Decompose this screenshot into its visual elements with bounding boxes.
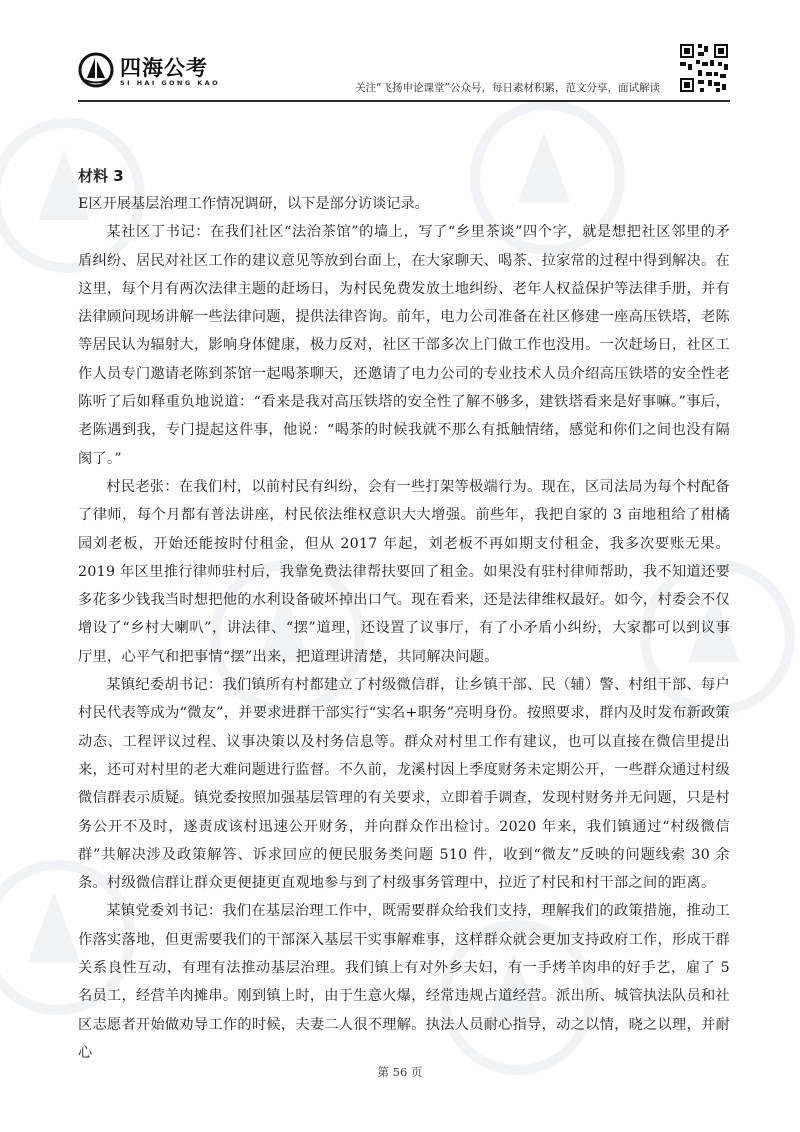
sail-logo-icon (78, 52, 114, 88)
interview-paragraph: 某社区丁书记：在我们社区“法治茶馆”的墙上，写了“乡里茶谈”四个字，就是想把社区邻里的矛盾纠纷、居民对社区工作的建议意见等放到台面上，在大家聊天、喝茶、拉家常的过程中得到解决。在这里，每个月有两次法律主题的赶场日，为村民免费发放土地纠纷、老年人权益保护等法律手册，并有法律顾问现场讲解一些法律问题，提供法律咨询。前年，电力公司准备在社区修建一座高压铁塔，老陈等居民认为辐射大，影响身体健康，极力反对，社区干部多次上门做工作也没用。一次赶场日，社区工作人员专门邀请老陈到茶馆一起喝茶聊天，还邀请了电力公司的专业技术人员介绍高压铁塔的安全性老陈听了后如释重负地说道：“看来是我对高压铁塔的安全性了解不够多，建铁塔看来是好事嘛。”事后，老陈遇到我，专门提起这件事，他说：“喝茶的时候我就不那么有抵触情绪，感觉和你们之间也没有隔阂了。” (78, 224, 730, 467)
interview-paragraph: 村民老张：在我们村，以前村民有纠纷，会有一些打架等极端行为。现在，区司法局为每个村配备了律师，每个月都有普法讲座，村民依法维权意识大大增强。前些年，我把自家的 3 亩地租给了柑橘园刘老板，开始还能按时付租金，但从 2017 年起，刘老板不再如期支付租金，我多次要账无果。2019 年区里推行律师驻村后，我靠免费法律帮扶要回了租金。如果没有驻村律师帮助，我不知道还要多花多少钱我当时想把他的水利设备破坏掉出口气。现在看来，还是法律维权最好。如今，村委会不仅增设了“乡村大喇叭”，讲法律、“摆”道理，还设置了议事厅，有了小矛盾小纠纷，大家都可以到议事厅里，心平气和把事情“摆”出来，把道理讲清楚，共同解决问题。 (78, 478, 730, 665)
interview-paragraph: 某镇党委刘书记：我们在基层治理工作中，既需要群众给我们支持，理解我们的政策措施，推动工作落实落地，但更需要我们的干部深入基层干实事解难事，这样群众就会更加支持政府工作，形成干群关系良性互动，有理有法推动基层治理。我们镇上有对外乡夫妇，有一手烤羊肉串的好手艺，雇了 5 名员工，经营羊肉摊串。刚到镇上时，由于生意火爆，经常违规占道经营。派出所、城管执法队员和社区志愿者开始做劝导工作的时候，夫妻二人很不理解。执法人员耐心指导，动之以情，晓之以理，并耐心 (78, 903, 730, 1061)
material-title: 材料 3 (78, 167, 124, 185)
page-number: 第 56 页 (377, 1065, 423, 1079)
header-slogan: 关注“飞扬申论课堂”公众号，每日素材积累，范文分享，面试解读 (355, 82, 660, 94)
interview-paragraph: 某镇纪委胡书记：我们镇所有村都建立了村级微信群，让乡镇干部、民（辅）警、村组干部、每户村民代表等成为“微友”，并要求进群干部实行“实名+职务”亮明身份。按照要求，群内及时发布新政策动态、工程评议过程、议事决策以及村务信息等。群众对村里工作有建议，也可以直接在微信里提出来，还可对村里的老大难问题进行监督。不久前，龙溪村因上季度财务未定期公开，一些群众通过村级微信群表示质疑。镇党委按照加强基层管理的有关要求，立即着手调查，发现村财务并无问题，只是村务公开不及时，遂责成该村迅速公开财务，并向群众作出检讨。2020 年来，我们镇通过“村级微信群”共解决涉及政策解答、诉求回应的便民服务类问题 510 件，收到“微友”反映的问题线索 30 余条。村级微信群让群众更便捷更直观地参与到了村级事务管理中，拉近了村民和村干部之间的距离。 (78, 677, 730, 892)
brand-subtitle: SI HAI GONG KAO (120, 79, 221, 87)
brand-name: 四海公考 (120, 56, 208, 80)
qr-code-icon (678, 42, 730, 94)
page-header (78, 40, 730, 100)
document-body (78, 162, 730, 1067)
material-intro: E区开展基层治理工作情况调研，以下是部分访谈记录。 (78, 196, 429, 212)
header-divider (78, 100, 730, 102)
